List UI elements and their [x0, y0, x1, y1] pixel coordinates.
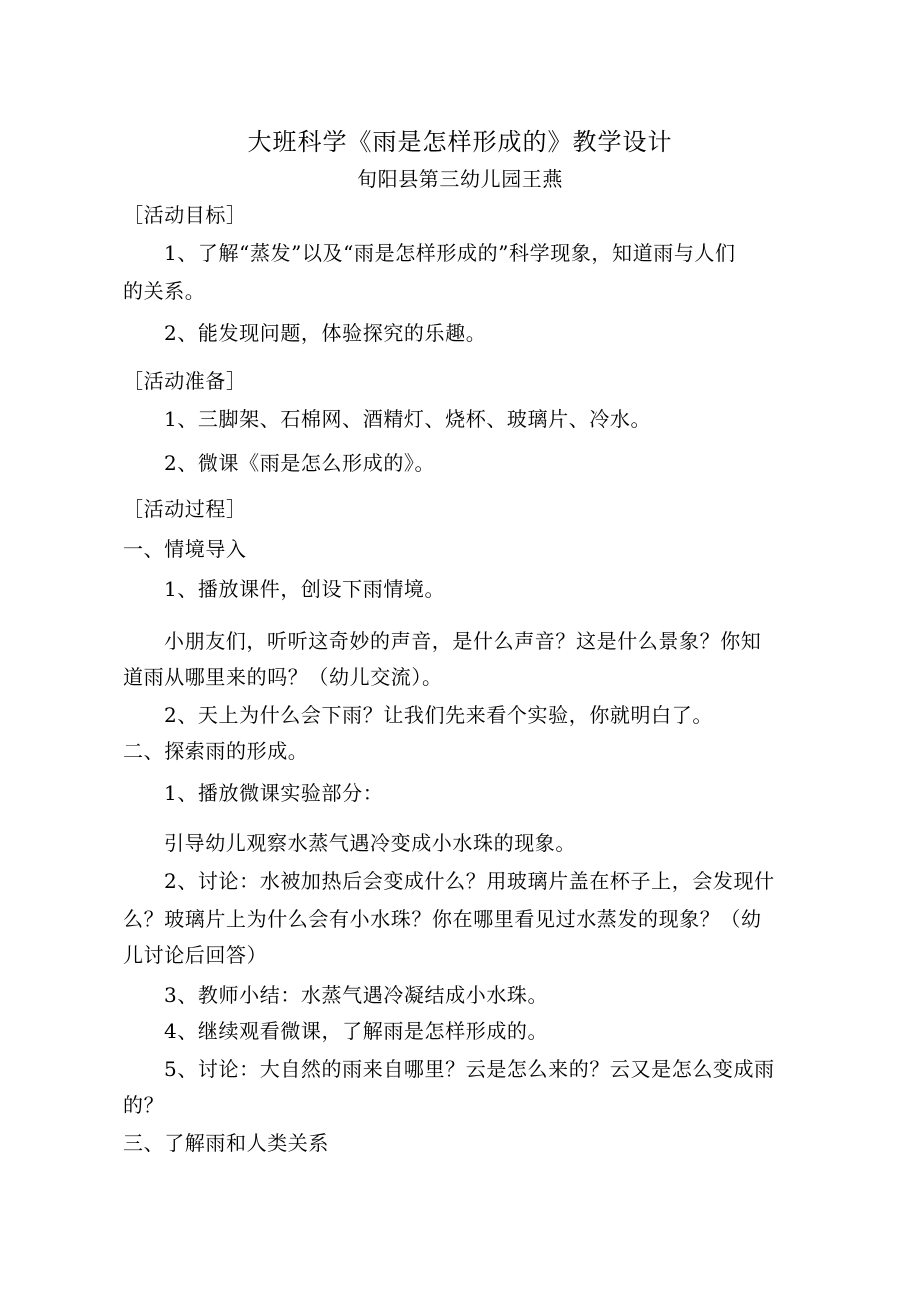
process-part-2-step-2-line-2: 么？玻璃片上为什么会有小水珠？你在哪里看见过水蒸发的现象？（幼	[123, 907, 762, 931]
process-part-1-paragraph-line-2: 道雨从哪里来的吗？（幼儿交流）。	[123, 665, 443, 689]
process-part-1-step-1: 1、播放课件，创设下雨情境。	[164, 577, 446, 601]
section-heading-prep: ［活动准备］	[123, 369, 247, 393]
process-part-2-step-2-line-1: 2、讨论：水被加热后会变成什么？用玻璃片盖在杯子上，会发现什	[164, 869, 775, 893]
process-part-2-step-4: 4、继续观看微课，了解雨是怎样形成的。	[164, 1019, 549, 1043]
prep-item-1: 1、三脚架、石棉网、酒精灯、烧杯、玻璃片、冷水。	[164, 407, 652, 431]
process-part-2-guide: 引导幼儿观察水蒸气遇冷变成小水珠的现象。	[164, 831, 576, 855]
process-part-1-heading: 一、情境导入	[123, 537, 247, 561]
section-heading-process: ［活动过程］	[123, 497, 247, 521]
process-part-2-step-5-line-2: 的？	[123, 1093, 165, 1117]
process-part-2-heading: 二、探索雨的形成。	[123, 739, 309, 763]
process-part-1-paragraph-line-1: 小朋友们，听听这奇妙的声音，是什么声音？这是什么景象？你知	[164, 629, 762, 653]
section-heading-goals: ［活动目标］	[123, 203, 247, 227]
goal-item-1-line-2: 的关系。	[123, 279, 206, 303]
prep-item-2: 2、微课《雨是怎么形成的》。	[164, 451, 436, 475]
process-part-1-step-2: 2、天上为什么会下雨？让我们先来看个实验，你就明白了。	[164, 703, 713, 727]
goal-item-1-line-1: 1、了解“蒸发”以及“雨是怎样形成的”科学现象，知道雨与人们	[164, 241, 736, 265]
document-author: 旬阳县第三幼儿园王燕	[357, 167, 563, 191]
goal-item-2: 2、能发现问题，体验探究的乐趣。	[164, 321, 487, 345]
process-part-2-step-3: 3、教师小结：水蒸气遇冷凝结成小水珠。	[164, 983, 549, 1007]
process-part-3-heading: 三、了解雨和人类关系	[123, 1131, 329, 1155]
process-part-2-step-5-line-1: 5、讨论：大自然的雨来自哪里？云是怎么来的？云又是怎么变成雨	[164, 1057, 775, 1081]
process-part-2-step-2-line-3: 儿讨论后回答）	[123, 943, 268, 967]
document-title: 大班科学《雨是怎样形成的》教学设计	[247, 128, 673, 156]
process-part-2-step-1: 1、播放微课实验部分：	[164, 781, 384, 805]
